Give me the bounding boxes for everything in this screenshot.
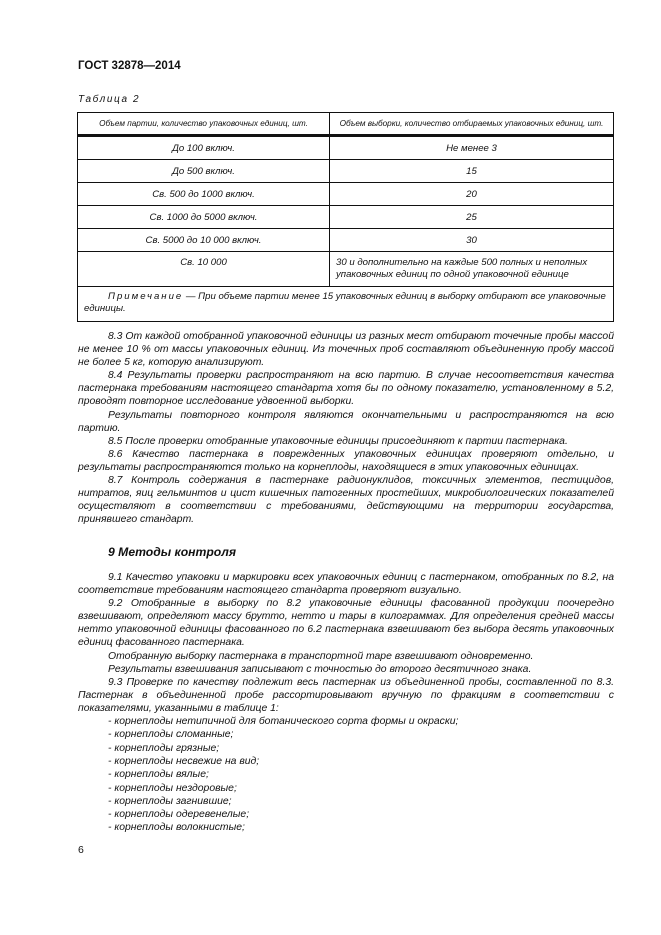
list-item: - корнеплоды нездоровые; <box>108 782 237 794</box>
paragraph-8-4-result: Результаты повторного контроля являются окончательными и распространяются на всю партию. <box>78 409 614 434</box>
list-item: - корнеплоды волокнистые; <box>108 822 245 834</box>
table-note-row <box>78 287 614 322</box>
list-item: - корнеплоды загнившие; <box>108 795 232 807</box>
table-row <box>78 252 614 287</box>
list-item: - корнеплоды грязные; <box>108 742 220 754</box>
table-row <box>78 206 614 229</box>
table-caption: Таблица 2 <box>78 94 141 105</box>
column-header-lot: Объем партии, количество упаковочных единиц, шт. <box>78 113 330 136</box>
section-8-text <box>78 330 614 526</box>
table-note <box>78 287 614 322</box>
cell-sample: 20 <box>330 183 614 206</box>
section-9-title: 9 Методы контроля <box>108 545 237 559</box>
list-item: - корнеплоды сломанные; <box>108 729 234 741</box>
paragraph-8-4: 8.4 Результаты проверки распространяют на всю партию. В случае несоответствия качества пастернака требованиям настоящего стандарта хотя бы по одному показателю, установленному в 5.2, проводят повторное исследование удвоенной выборки. <box>78 370 614 408</box>
note-label: Примечание <box>108 291 184 302</box>
paragraph-9-2-transport: Отобранную выборку пастернака в транспортной таре взвешивают одновременно. <box>108 650 534 662</box>
note-text: — При объеме партии менее 15 упаковочных единиц в выборку отбирают все упаковочные единицы. <box>84 291 606 314</box>
cell-sample: 30 <box>330 229 614 252</box>
cell-lot: Св. 500 до 1000 включ. <box>78 183 330 206</box>
list-item: - корнеплоды нетипичной для ботанического сорта формы и окраски; <box>108 716 459 728</box>
cell-sample: 25 <box>330 206 614 229</box>
paragraph-9-1: 9.1 Качество упаковки и маркировки всех упаковочных единиц с пастернаком, отобранных по 8.2, на соответствие требованиям настоящего стандарта проверяют визуально. <box>78 572 614 597</box>
table-row <box>78 183 614 206</box>
column-header-sample: Объем выборки, количество отбираемых упаковочных единиц, шт. <box>330 113 614 136</box>
cell-lot: Св. 10 000 <box>78 252 330 287</box>
section-9-text <box>78 571 614 835</box>
cell-lot: До 500 включ. <box>78 160 330 183</box>
cell-lot: Св. 5000 до 10 000 включ. <box>78 229 330 252</box>
paragraph-8-3: 8.3 От каждой отобранной упаковочной единицы из разных мест отбирают точечные пробы массой не менее 10 % от массы упаковочных единиц. Из точечных проб составляют объединенную пробу массой не более 5 кг, которую анализируют. <box>78 331 614 369</box>
paragraph-9-2-results: Результаты взвешивания записывают с точностью до второго десятичного знака. <box>108 663 532 675</box>
cell-sample: 15 <box>330 160 614 183</box>
cell-lot: Св. 1000 до 5000 включ. <box>78 206 330 229</box>
sampling-table <box>77 112 614 322</box>
document-header: ГОСТ 32878—2014 <box>78 60 181 72</box>
list-item: - корнеплоды одеревенелые; <box>108 809 250 821</box>
paragraph-9-2: 9.2 Отобранные в выборку по 8.2 упаковочные единицы фасованной продукции поочередно взвешивают, определяют массу брутто, нетто и тары в килограммах. Для определения средней массы нетто упаковочной единицы фасованного по 6.2 пастернака взвешивают без выбора десять упаковочных единиц фасованного пастернака. <box>78 598 614 649</box>
paragraph-9-3: 9.3 Проверке по качеству подлежит весь пастернак из объединенной пробы, составленной по 8.3. Пастернак в объединенной пробе рассортировывают вручную по фракциям в соответствии с показателями, указанными в таблице 1: <box>78 676 614 714</box>
cell-lot: До 100 включ. <box>78 136 330 160</box>
list-item: - корнеплоды несвежие на вид; <box>108 755 260 767</box>
cell-sample: Не менее 3 <box>330 136 614 160</box>
paragraph-8-6: 8.6 Качество пастернака в поврежденных упаковочных единицах проверяют отдельно, и результаты распространяются только на корнеплоды, находящиеся в этих упаковочных единицах. <box>78 448 614 473</box>
paragraph-8-5: 8.5 После проверки отобранные упаковочные единицы присоединяют к партии пастернака. <box>108 435 568 447</box>
defect-list <box>78 715 614 835</box>
table-header-row <box>78 113 614 136</box>
table-row <box>78 136 614 160</box>
table-row <box>78 229 614 252</box>
paragraph-8-7: 8.7 Контроль содержания в пастернаке радионуклидов, токсичных элементов, пестицидов, нитратов, яиц гельминтов и цист кишечных патогенных простейших, микробиологических показателей осуществляют в соответствии с требованиями, действующими на территории государства, принявшего стандарт. <box>78 475 614 526</box>
list-item: - корнеплоды вялые; <box>108 769 209 781</box>
cell-sample: 30 и дополнительно на каждые 500 полных и неполных упаковочных единиц по одной упаковочной единице <box>330 252 614 287</box>
page-number: 6 <box>78 844 84 856</box>
table-row <box>78 160 614 183</box>
